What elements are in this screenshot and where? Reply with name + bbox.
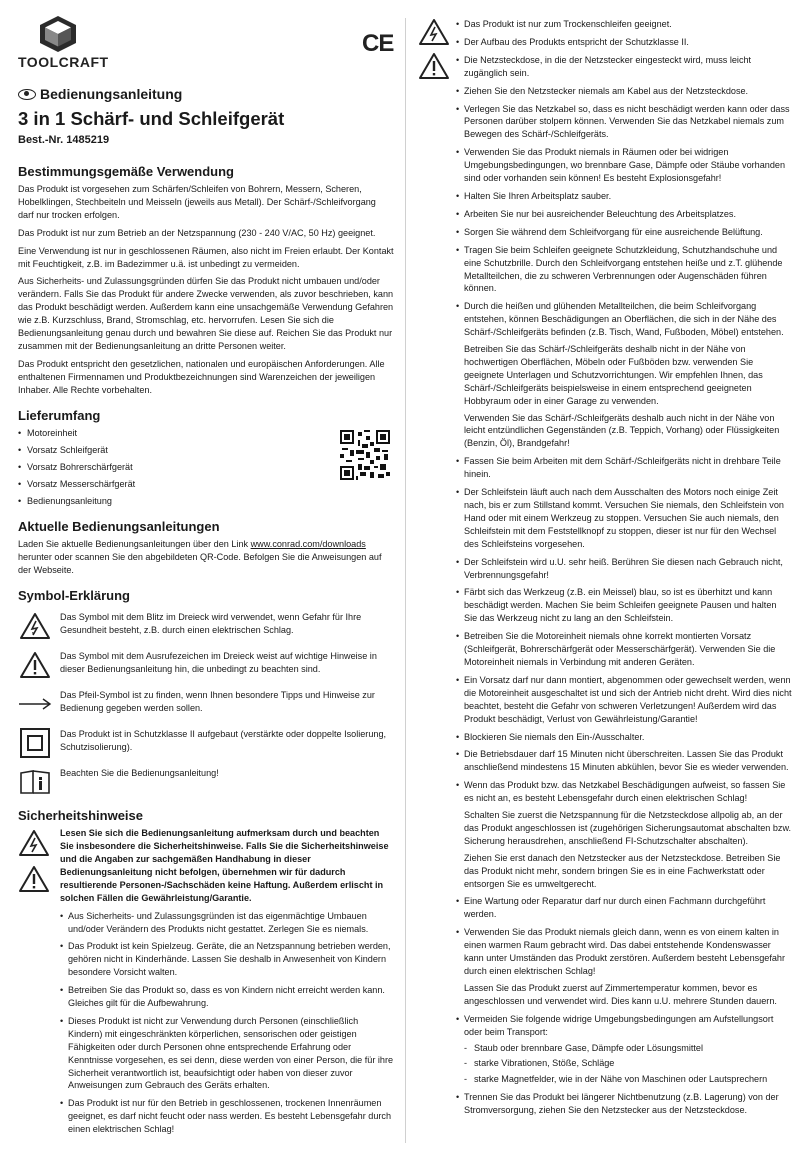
list-item <box>456 226 792 239</box>
list-item: • Das Produkt ist kein Spielzeug. Geräte, die an Netzspannung betrieben werden, gehören nicht in Kinderhände. Lassen Sie deshalb in Anwesenheit von Kindern besondere Vorsicht walten. <box>60 940 394 979</box>
list-item-text: Der Aufbau des Produkts entspricht der Schutzklasse II. <box>464 36 689 47</box>
protection-class-ii-icon <box>20 728 50 758</box>
list-item <box>456 748 792 774</box>
symbol-row <box>18 611 394 641</box>
list-item: • Vorsatz Bohrerschärfgerät <box>18 461 394 474</box>
symbol-text: Das Produkt ist in Schutzklasse II aufgebaut (verstärkte oder doppelte Isolierung, Schutzisolierung). <box>60 729 387 753</box>
toolcraft-logo-icon <box>38 16 78 52</box>
current-manuals-section <box>18 519 394 577</box>
list-item-subparagraph: Ziehen Sie erst danach den Netzstecker aus der Netzsteckdose. Betreiben Sie das Produkt nicht mehr, sondern bringen Sie es in eine Fachwerkstatt oder entsorgen Sie es umweltgerecht. <box>464 852 781 889</box>
safety-warning-block <box>18 827 394 1141</box>
dash-list-item: - Staub oder brennbare Gase, Dämpfe oder Lösungsmittel <box>464 1042 792 1055</box>
list-item <box>456 674 792 726</box>
delivery-section <box>18 408 394 509</box>
downloads-link[interactable]: www.conrad.com/downloads <box>250 539 366 550</box>
qr-code-icon[interactable] <box>340 430 390 480</box>
list-item <box>456 244 792 296</box>
list-item: • Bedienungsanleitung <box>18 495 394 508</box>
current-manuals-text <box>18 538 394 577</box>
list-item <box>456 146 792 185</box>
manual-label-text: Bedienungsanleitung <box>40 86 183 102</box>
list-item-text: Der Schleifstein wird u.U. sehr heiß. Berühren Sie diesen nach Gebrauch nicht, Verbrennungsgefahr! <box>464 556 783 580</box>
list-item <box>456 926 792 1007</box>
arrow-right-icon <box>18 697 52 711</box>
list-item-text: Sorgen Sie während dem Schleifvorgang für eine ausreichende Belüftung. <box>464 226 763 237</box>
list-item-text: Arbeiten Sie nur bei ausreichender Beleuchtung des Arbeitsplatzes. <box>464 208 736 219</box>
manual-label <box>18 86 394 102</box>
list-item-text: Die Netzsteckdose, in die der Netzstecker eingesteckt wird, muss leicht zugänglich sein. <box>464 54 752 78</box>
page-title: 3 in 1 Schärf- und Schleifgerät <box>18 108 285 129</box>
intended-use-paragraph: Aus Sicherheits- und Zulassungsgründen dürfen Sie das Produkt nicht umbauen und/oder verändern. Falls Sie das Produkt für andere Zwecke verwenden, als zuvor beschrieben, kann das Produkt beschädigt werden. Außerdem kann eine unsachgemäße Verwendung Gefahren wie z.B. Kurzschluss, Brand, Stromschlag, etc. hervorrufen. Lesen Sie sich die Bedienungsanleitung genau durch und bewahren Sie diese auf. Reichen Sie das Produkt nur zusammen mit der Bedienungsanleitung an dritte Personen weiter. <box>18 276 394 351</box>
list-item-text: Eine Wartung oder Reparatur darf nur durch einen Fachmann durchgeführt werden. <box>464 896 766 920</box>
intended-use-paragraph: Eine Verwendung ist nur in geschlossenen Räumen, also nicht im Freien erlaubt. Der Kontakt mit Feuchtigkeit, z.B. im Badezimmer u.ä. ist unbedingt zu vermeiden. <box>18 245 394 269</box>
delivery-heading: Lieferumfang <box>18 407 101 423</box>
list-item: • Dieses Produkt ist nicht zur Verwendung durch Personen (einschließlich Kindern) mit eingeschränkten körperlichen, sensorischen oder geistigen Fähigkeiten oder durch Personen ohne entsprechende Erfahrung oder Kenntnisse vorgesehen, es sei denn, diese werden von einer Person, die für ihre Sicherheit verantwortlich ist, beaufsichtigt oder haben von dieser zuvor Anweisungen zum Gebrauch des Geräts erhalten. <box>60 1015 394 1092</box>
list-item-text: Tragen Sie beim Schleifen geeignete Schutzkleidung, Schutzhandschuhe und eine Schutzbrille. Durch den Schleifvorgang entstehen heiße und z.T. glühende Metallteilchen, die zu schweren Verbrennungen oder Augenschäden führen können. <box>464 244 783 294</box>
intended-use-paragraph: Das Produkt entspricht den gesetzlichen, nationalen und europäischen Anforderungen. Alle enthaltenen Firmennamen und Produktbezeichnungen sind Warenzeichen der jeweiligen Inhaber. Alle Rechte vorbehalten. <box>18 358 385 395</box>
list-item <box>456 54 792 80</box>
list-item-text: Ein Vorsatz darf nur dann montiert, abgenommen oder gewechselt werden, wenn die Motoreinheit ausgeschaltet ist und sich der Antrieb nicht dreht. Wird dies nicht beachtet, besteht die Gefahr von schweren Verletzungen! Außerdem wird das Produkt beschädigt, Verlust von Gewährleistung/Garantie! <box>464 674 792 724</box>
article-number: Best.-Nr. 1485219 <box>18 134 110 146</box>
exclamation-triangle-icon <box>18 865 50 893</box>
symbol-text: Das Symbol mit dem Ausrufezeichen im Dreieck weist auf wichtige Hinweise in dieser Bedienungsanleitung hin, die unbedingt zu beachten sind. <box>60 651 377 675</box>
list-item <box>456 556 792 582</box>
symbol-row <box>18 728 394 758</box>
current-manuals-text-before: Laden Sie aktuelle Bedienungsanleitungen über den Link <box>18 539 251 550</box>
list-item: • Das Produkt ist nur für den Betrieb in geschlossenen, trockenen Innenräumen geeignet, es darf nicht feucht oder nass werden. Es besteht Lebensgefahr durch einen elektrischen Schlag! <box>60 1097 394 1136</box>
intended-use-heading: Bestimmungsgemäße Verwendung <box>18 164 234 179</box>
list-item-subparagraph: Lassen Sie das Produkt zuerst auf Zimmertemperatur kommen, bevor es angeschlossen und verwendet wird. Dies kann u.U. mehrere Stunden dauern. <box>464 982 777 1006</box>
list-item: • Vorsatz Messerschärfgerät <box>18 478 394 491</box>
exclamation-triangle-icon <box>418 52 450 80</box>
list-item <box>456 300 792 450</box>
intended-use-paragraph: Das Produkt ist nur zum Betrieb an der Netzspannung (230 - 240 V/AC, 50 Hz) geeignet. <box>18 227 376 238</box>
list-item-text: Halten Sie Ihren Arbeitsplatz sauber. <box>464 190 612 201</box>
brand-name: TOOLCRAFT <box>18 54 109 70</box>
list-item: • Motoreinheit <box>18 427 394 440</box>
list-item-text: Verlegen Sie das Netzkabel so, dass es nicht beschädigt werden kann oder dass Personen darüber stolpern können. Verwenden Sie das Netzkabel niemals zum Bewegen des Schärf-/Schleifgeräts. <box>464 103 790 140</box>
list-item-subparagraph: Betreiben Sie das Schärf-/Schleifgeräts deshalb nicht in der Nähe von hochwertigen Oberflächen, Möbeln oder Fußböden bzw. verwenden Sie geeignete Unterlagen und Schutzvorrichtungen. Wir empfehlen Ihnen, das Schärf-/Schleifgeräts beispielsweise in einem entsprechend geeigneten Hobbyraum oder in einer Garage zu verwenden. <box>464 344 763 406</box>
list-item-text: Die Betriebsdauer darf 15 Minuten nicht überschreiten. Lassen Sie das Produkt anschließend mindestens 15 Minuten abkühlen, bevor Sie es wieder verwenden. <box>464 749 789 773</box>
list-item <box>456 779 792 890</box>
list-item-text: Blockieren Sie niemals den Ein-/Ausschalter. <box>464 731 645 742</box>
list-item <box>456 630 792 669</box>
symbol-row <box>18 689 394 719</box>
list-item-text: Verwenden Sie das Produkt niemals in Räumen oder bei widrigen Umgebungsbedingungen, wo brennbare Gase, Dämpfe oder Stäube vorhanden sind oder vorhanden sein können! Es besteht Explosionsgefahr! <box>464 147 786 184</box>
safety-section <box>18 808 394 1141</box>
list-item-text: Wenn das Produkt bzw. das Netzkabel Beschädigungen aufweist, so fassen Sie es nicht an, es besteht Lebensgefahr durch einen elektrischen Schlag! <box>464 780 786 804</box>
symbols-heading: Symbol-Erklärung <box>18 588 130 604</box>
list-item <box>456 103 792 142</box>
intended-use-paragraph: Das Produkt ist vorgesehen zum Schärfen/Schleifen von Bohrern, Messern, Scheren, Hobelklingen, Stechbeiteln und Meisseln (jeweils aus Metall). Der Schärf-/Schleifvorgang darf nur trocken erfolgen. <box>18 184 376 220</box>
list-item <box>456 18 792 31</box>
exclamation-triangle-icon <box>19 651 51 679</box>
symbols-section <box>18 588 394 797</box>
list-item-text: Durch die heißen und glühenden Metallteilchen, die beim Schleifvorgang entstehen, können Beschädigungen an Oberflächen, die sich in der Nähe des Schärf-/Schleifgeräts befinden (z.B. Tisch, Wand, Fußboden, Möbel) entstehen. <box>464 301 784 338</box>
list-item <box>456 731 792 744</box>
safety-intro: Lesen Sie sich die Bedienungsanleitung aufmerksam durch und beachten Sie insbesondere die Sicherheitshinweise. Falls Sie die Sicherheitshinweise und die Angaben zur sachgemäßen Handhabung in dieser Bedienungsanleitung nicht befolgen, übernehmen wir für dadurch resultierende Personen-/Sachschäden keine Haftung. Außerdem erlischt in solchen Fällen die Gewährleistung/Garantie. <box>60 828 389 903</box>
list-item: • Vorsatz Schleifgerät <box>18 444 394 457</box>
list-item-text: Das Produkt ist nur zum Trockenschleifen geeignet. <box>464 19 672 29</box>
list-item: • Aus Sicherheits- und Zulassungsgründen ist das eigenmächtige Umbauen und/oder Verändern des Produkts nicht gestattet. Zerlegen Sie es niemals. <box>60 910 394 936</box>
ce-mark: CE <box>362 30 394 57</box>
symbol-text: Beachten Sie die Bedienungsanleitung! <box>60 768 219 779</box>
list-item-text: Der Schleifstein läuft auch nach dem Ausschalten des Motors noch einige Zeit nach, bis er zum Stillstand kommt. Versuchen Sie niemals, den Schleifstein von Hand oder mit einem Werkzeug zu stoppen. Versuchen Sie auch niemals, den Schleifstein mit dem Feststellknopf zu stoppen, dieser ist nur für den Wechsel des Schleifsteins vorgesehen. <box>464 487 784 549</box>
eye-icon <box>18 89 36 100</box>
dash-list <box>464 1042 792 1087</box>
safety-list-right <box>456 18 792 1117</box>
list-item <box>456 190 792 203</box>
list-item <box>456 895 792 921</box>
current-manuals-text-after: herunter oder scannen Sie den abgebildeten QR-Code. Befolgen Sie die Anweisungen auf der Webseite. <box>18 552 382 576</box>
list-item <box>456 1013 792 1087</box>
list-item <box>456 486 792 551</box>
right-column <box>456 18 792 1122</box>
list-item-subparagraph: Verwenden Sie das Schärf-/Schleifgeräts deshalb auch nicht in der Nähe von leicht entzündlichen Gegenständen (z.B. Teppich, Vorhang) oder Flüssigkeiten (Benzin, Öl), Brandgefahr! <box>464 412 780 449</box>
list-item-text: Färbt sich das Werkzeug (z.B. ein Meissel) blau, so ist es überhitzt und kann beschädigt werden. Machen Sie beim Schleifen geeignete Pausen und halten Sie das Werkzeug nicht zu lang an den Schleifstein. <box>464 587 777 624</box>
list-item <box>456 208 792 221</box>
list-item <box>456 85 792 98</box>
symbol-row <box>18 650 394 680</box>
lightning-triangle-icon <box>19 612 51 640</box>
dash-list-item: - starke Magnetfelder, wie in der Nähe von Maschinen oder Lautsprechern <box>464 1073 792 1086</box>
column-divider <box>405 18 406 1143</box>
list-item-subparagraph: Schalten Sie zuerst die Netzspannung für die Netzsteckdose allpolig ab, an der das Produkt angeschlossen ist (zugehörigen Sicherungsautomat abschalten bzw. Sicherung herausdrehen, anschließend FI-Schutzschalter abschalten). <box>464 810 792 846</box>
symbol-text: Das Pfeil-Symbol ist zu finden, wenn Ihnen besondere Tipps und Hinweise zur Bedienung gegeben werden sollen. <box>60 690 375 714</box>
symbol-text: Das Symbol mit dem Blitz im Dreieck wird verwendet, wenn Gefahr für Ihre Gesundheit besteht, z.B. durch einen elektrischen Schlag. <box>60 612 362 636</box>
left-column <box>18 86 394 1141</box>
safety-list-left <box>60 910 394 1137</box>
list-item: • Betreiben Sie das Produkt so, dass es von Kindern nicht erreicht werden kann. Gleiches gilt für die Aufbewahrung. <box>60 984 394 1010</box>
read-manual-icon <box>19 769 51 795</box>
list-item <box>456 1091 792 1117</box>
list-item-text: Verwenden Sie das Produkt niemals gleich dann, wenn es von einem kalten in einen warmen Raum gebracht wird. Das dabei entstehende Kondenswasser kann unter Umständen das Produkt zerstören. Außerdem besteht Lebensgefahr durch einen elektrischen Schlag! <box>464 927 785 976</box>
list-item-text: Vermeiden Sie folgende widrige Umgebungsbedingungen am Aufstellungsort oder beim Transport: <box>464 1013 774 1037</box>
lightning-triangle-icon <box>18 829 50 857</box>
dash-list-item: - starke Vibrationen, Stöße, Schläge <box>464 1057 792 1070</box>
list-item-text: Fassen Sie beim Arbeiten mit dem Schärf-/Schleifgeräts nicht in drehbare Teile hinein. <box>464 456 781 480</box>
list-item-text: Betreiben Sie die Motoreinheit niemals ohne korrekt montierten Vorsatz (Schleifgerät, Bohrerschärfgerät oder Messerschärfgerät). Verwenden Sie die Motoreinheit niemals in Verbindung mit anderen Geräten. <box>464 631 776 667</box>
safety-heading: Sicherheitshinweise <box>18 808 143 824</box>
symbol-row <box>18 767 394 797</box>
list-item <box>456 586 792 625</box>
list-item-text: Trennen Sie das Produkt bei längerer Nichtbenutzung (z.B. Lagerung) von der Stromversorgung, ziehen Sie den Netzstecker aus der Netzsteckdose. <box>464 1092 779 1116</box>
lightning-triangle-icon <box>418 18 450 46</box>
list-item <box>456 36 792 49</box>
current-manuals-heading: Aktuelle Bedienungsanleitungen <box>18 519 220 535</box>
list-item-text: Ziehen Sie den Netzstecker niemals am Kabel aus der Netzsteckdose. <box>464 85 749 96</box>
delivery-list <box>18 427 394 509</box>
right-warning-icons <box>418 18 452 80</box>
list-item <box>456 455 792 481</box>
toolcraft-logo <box>18 16 118 72</box>
